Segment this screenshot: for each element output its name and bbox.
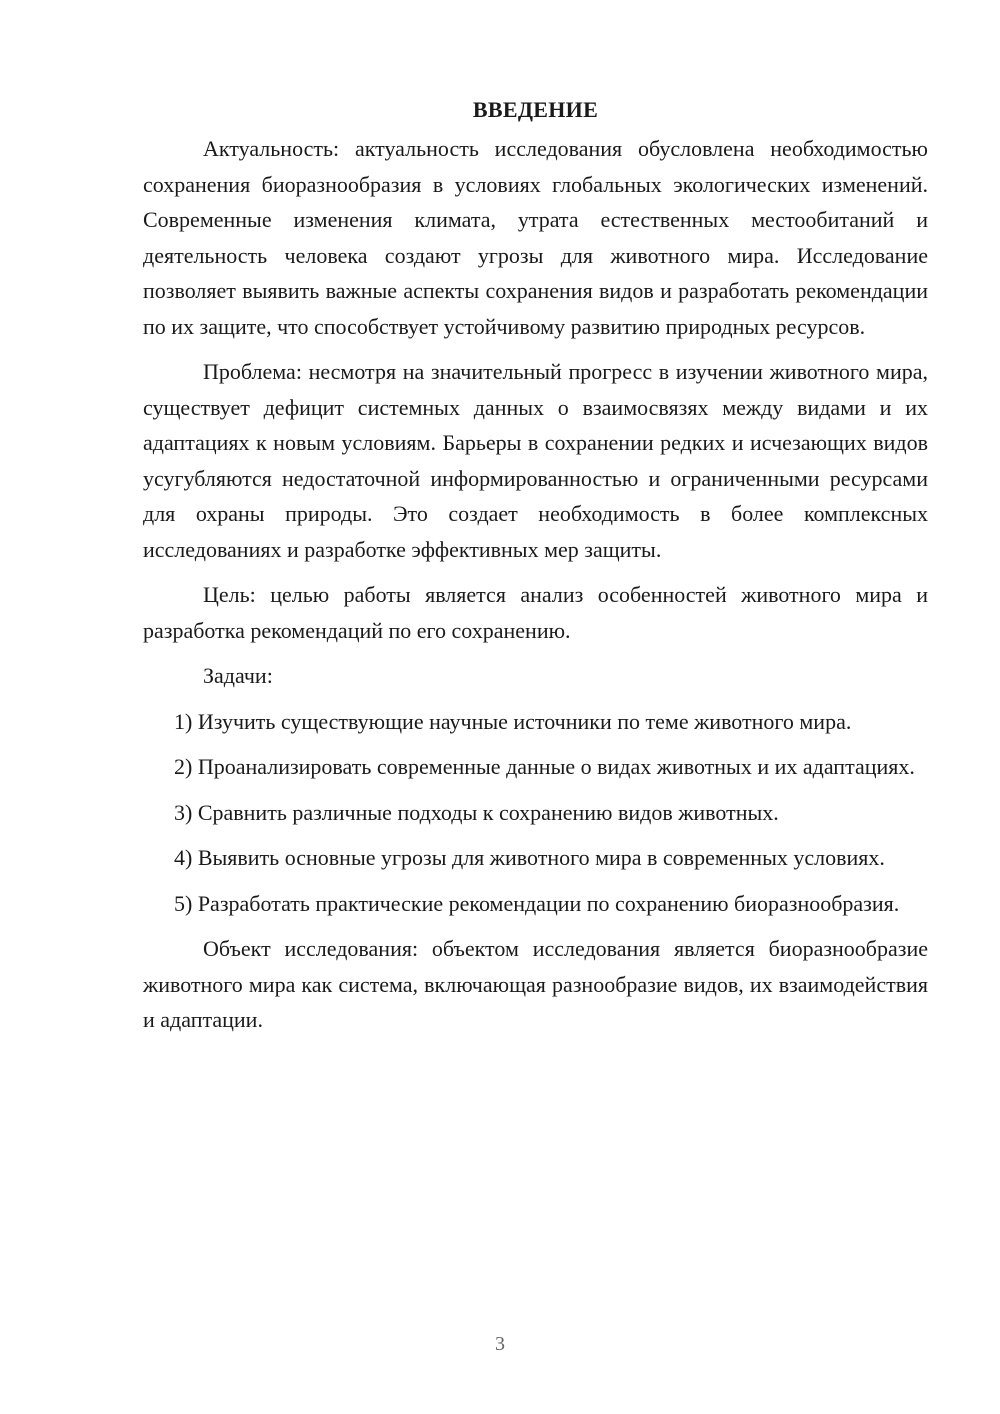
task-item-2: 2) Проанализировать современные данные о видах животных и их адаптациях. xyxy=(174,754,915,779)
object-paragraph: Объект исследования: объектом исследования является биоразнообразие животного мира как система, включающая разнообразие видов, их взаимодействия и адаптации. xyxy=(143,936,928,1032)
tasks-heading: Задачи: xyxy=(203,663,273,688)
document-page xyxy=(143,92,928,1048)
task-item-4: 4) Выявить основные угрозы для животного мира в современных условиях. xyxy=(174,845,885,870)
task-item-1: 1) Изучить существующие научные источники по теме животного мира. xyxy=(174,708,852,734)
page-number: 3 xyxy=(495,1333,505,1355)
relevance-paragraph: Актуальность: актуальность исследования обусловлена необходимостью сохранения биоразнообразия в условиях глобальных экологических изменений. Современные изменения климата, утрата естественных местообитаний и деятельность человека создают угрозы для животного мира. Исследование позволяет выявить важные аспекты сохранения видов и разработать рекомендации по их защите, что способствует устойчивому развитию природных ресурсов. xyxy=(143,136,928,339)
task-item-3: 3) Сравнить различные подходы к сохранению видов животных. xyxy=(174,799,779,825)
goal-paragraph: Цель: целью работы является анализ особенностей животного мира и разработка рекомендаций по его сохранению. xyxy=(143,582,928,643)
task-item-5: 5) Разработать практические рекомендации по сохранению биоразнообразия. xyxy=(174,890,900,916)
problem-paragraph: Проблема: несмотря на значительный прогресс в изучении животного мира, существует дефицит системных данных о взаимосвязях между видами и их адаптациях к новым условиям. Барьеры в сохранении редких и исчезающих видов усугубляются недостаточной информированностью и ограниченными ресурсами для охраны природы. Это создает необходимость в более комплексных исследованиях и разработке эффективных мер защиты. xyxy=(143,359,928,562)
section-title: ВВЕДЕНИЕ xyxy=(472,97,599,122)
